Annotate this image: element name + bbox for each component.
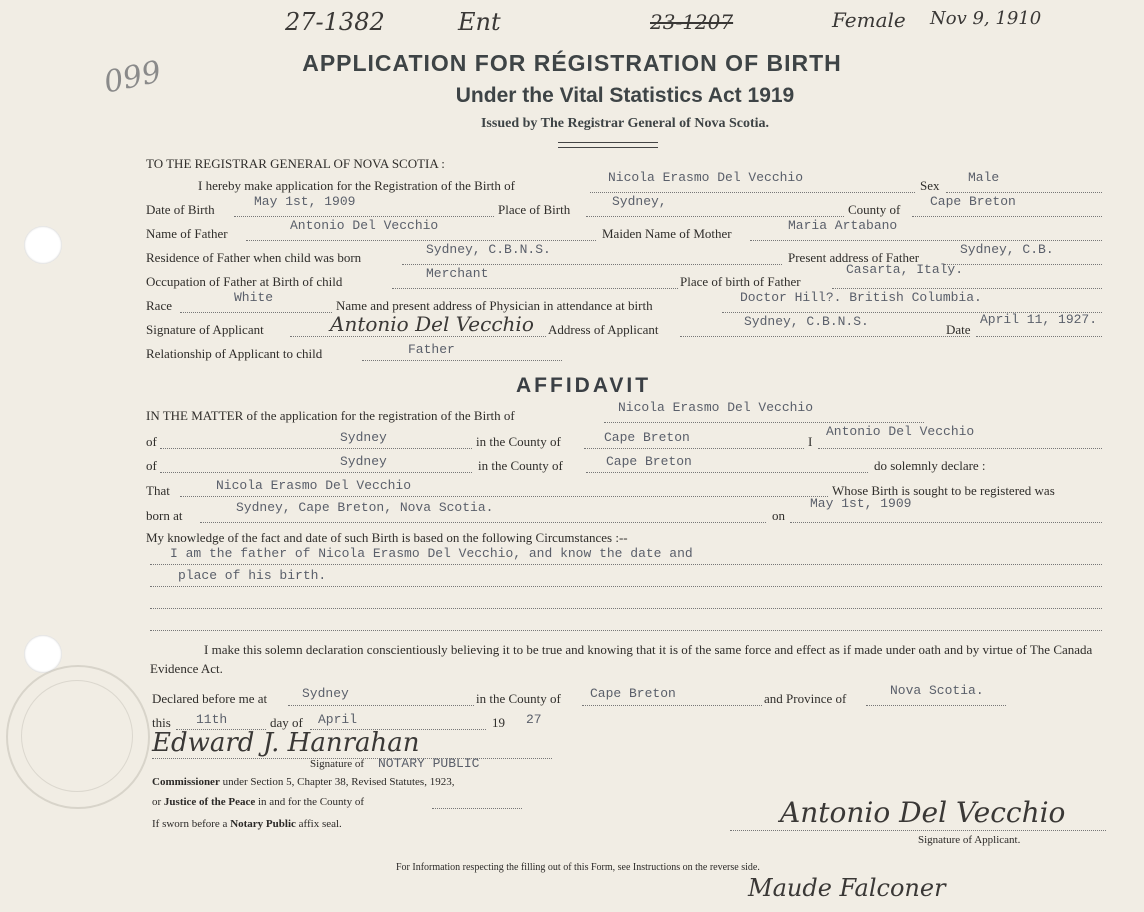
father-field: Antonio Del Vecchio bbox=[290, 218, 439, 233]
residence-label: Residence of Father when child was born bbox=[146, 250, 362, 265]
born-at-label: born at bbox=[146, 508, 183, 523]
annotation-date: Nov 9, 1910 bbox=[930, 8, 1042, 29]
declared-label: Declared before me at bbox=[152, 691, 268, 706]
date-label: Date bbox=[946, 322, 971, 337]
declared-county-label: in the County of bbox=[476, 691, 561, 706]
sex-field: Male bbox=[968, 170, 1000, 185]
physician-label: Name and present address of Physician in attendance at birth bbox=[336, 298, 653, 313]
applicant-address-field: Sydney, C.B.N.S. bbox=[744, 314, 869, 329]
commissioner-label: Commissioner bbox=[152, 776, 220, 788]
punch-hole-top bbox=[24, 226, 62, 264]
mother-label: Maiden Name of Mother bbox=[602, 226, 732, 241]
circumstance-line-1: I am the father of Nicola Erasmo Del Vecchio, and know the date and bbox=[170, 546, 693, 561]
that-label: That bbox=[146, 483, 170, 498]
pob-label: Place of Birth bbox=[498, 202, 571, 217]
month-field: April bbox=[318, 712, 358, 727]
signature-of-label: Signature of bbox=[310, 758, 365, 770]
form-title: APPLICATION FOR RÉGISTRATION OF BIRTH bbox=[302, 50, 842, 76]
pob-field: Sydney, bbox=[612, 194, 667, 209]
day-of-label: day of bbox=[270, 715, 303, 730]
jp-text: in and for the County of bbox=[258, 796, 365, 808]
issued-by: Issued by The Registrar General of Nova Scotia. bbox=[480, 116, 770, 131]
declaration-text: I make this solemn declaration conscientiously believing it to be true and knowing that it is of the same force and effect as if made under oath and by virtue of The Canada Evidence Act. bbox=[150, 642, 1093, 676]
declared-at-field: Sydney bbox=[302, 686, 349, 701]
footer-note: For Information respecting the filling out of this Form, see Instructions on the reverse side. bbox=[396, 862, 760, 873]
present-address-label: Present address of Father bbox=[788, 250, 920, 265]
of-field-2: Sydney bbox=[340, 454, 387, 469]
county-field-1: Cape Breton bbox=[604, 430, 690, 445]
sworn-prefix: If sworn before a bbox=[152, 818, 228, 830]
declared-county-field: Cape Breton bbox=[590, 686, 676, 701]
on-label: on bbox=[772, 508, 785, 523]
intro-label: I hereby make application for the Registration of the Birth of bbox=[198, 178, 515, 193]
county-label: County of bbox=[848, 202, 901, 217]
form-subtitle: Under the Vital Statistics Act 1919 bbox=[455, 84, 795, 107]
father-birthplace-label: Place of birth of Father bbox=[680, 274, 801, 289]
applicant-signature-top: Antonio Del Vecchio bbox=[330, 312, 534, 336]
county-field: Cape Breton bbox=[930, 194, 1016, 209]
born-at-field: Sydney, Cape Breton, Nova Scotia. bbox=[236, 500, 494, 515]
mother-field: Maria Artabano bbox=[788, 218, 898, 233]
signature-of-applicant-label: Signature of Applicant. bbox=[918, 834, 1021, 846]
occupation-field: Merchant bbox=[426, 266, 489, 281]
race-label: Race bbox=[146, 298, 172, 313]
residence-field: Sydney, C.B.N.S. bbox=[426, 242, 551, 257]
relationship-label: Relationship of Applicant to child bbox=[146, 346, 323, 361]
child-name-field: Nicola Erasmo Del Vecchio bbox=[608, 170, 804, 185]
sworn-line bbox=[152, 818, 342, 830]
to-registrar-label: TO THE REGISTRAR GENERAL OF NOVA SCOTIA : bbox=[146, 156, 445, 171]
annotation-number: 099 bbox=[100, 54, 165, 101]
footer-signature: Maude Falconer bbox=[748, 874, 946, 902]
year-field: 27 bbox=[526, 712, 542, 727]
relationship-field: Father bbox=[408, 342, 455, 357]
day-field: 11th bbox=[196, 712, 228, 727]
solemnly-label: do solemnly declare : bbox=[874, 458, 986, 473]
county-label-2: in the County of bbox=[478, 458, 563, 473]
annotation-female: Female bbox=[832, 8, 906, 32]
commissioner-line bbox=[152, 776, 454, 788]
sworn-bold: Notary Public bbox=[230, 818, 296, 830]
whose-birth-label: Whose Birth is sought to be registered was bbox=[832, 483, 1055, 498]
this-label: this bbox=[152, 715, 171, 730]
jp-line bbox=[152, 796, 364, 808]
matter-name-field: Nicola Erasmo Del Vecchio bbox=[618, 400, 814, 415]
of-label-1: of bbox=[146, 434, 157, 449]
header-ornament bbox=[558, 142, 658, 148]
of-field-1: Sydney bbox=[340, 430, 387, 445]
race-field: White bbox=[234, 290, 274, 305]
of-label-2: of bbox=[146, 458, 157, 473]
jp-label: Justice of the Peace bbox=[163, 796, 256, 808]
declarant-field: Antonio Del Vecchio bbox=[826, 424, 975, 439]
county-field-2: Cape Breton bbox=[606, 454, 692, 469]
knowledge-label: My knowledge of the fact and date of such Birth is based on the following Circumstances :-- bbox=[146, 530, 628, 545]
province-field: Nova Scotia. bbox=[890, 683, 984, 698]
father-label: Name of Father bbox=[146, 226, 228, 241]
county-label-1: in the County of bbox=[476, 434, 561, 449]
applicant-signature-bottom: Antonio Del Vecchio bbox=[780, 796, 1066, 829]
date-field: April 11, 1927. bbox=[980, 312, 1098, 327]
matter-label: IN THE MATTER of the application for the registration of the Birth of bbox=[146, 408, 515, 423]
commissioner-signature: Edward J. Hanrahan bbox=[152, 728, 420, 758]
notary-seal-inner bbox=[21, 680, 133, 792]
physician-field: Doctor Hill?. British Columbia. bbox=[740, 290, 982, 305]
annotation-struck-number: 23-1207 bbox=[650, 10, 734, 34]
sworn-suffix: affix seal. bbox=[298, 818, 342, 830]
notary-public-stamp: NOTARY PUBLIC bbox=[378, 756, 480, 771]
circumstance-line-2: place of his birth. bbox=[178, 568, 327, 583]
sex-label: Sex bbox=[920, 178, 940, 193]
dob-field: May 1st, 1909 bbox=[254, 194, 356, 209]
born-on-field: May 1st, 1909 bbox=[810, 496, 912, 511]
commissioner-text: under Section 5, Chapter 38, Revised Statutes, 1923, bbox=[222, 776, 455, 788]
i-label: I bbox=[808, 434, 813, 449]
affidavit-heading: AFFIDAVIT bbox=[516, 374, 652, 397]
year-prefix: 19 bbox=[492, 715, 505, 730]
applicant-address-label: Address of Applicant bbox=[548, 322, 659, 337]
dob-label: Date of Birth bbox=[146, 202, 215, 217]
annotation-ent: Ent bbox=[458, 8, 501, 36]
signature-label: Signature of Applicant bbox=[146, 322, 264, 337]
jp-or: or bbox=[152, 796, 162, 808]
present-address-field: Sydney, C.B. bbox=[960, 242, 1054, 257]
occupation-label: Occupation of Father at Birth of child bbox=[146, 274, 343, 289]
father-birthplace-field: Casarta, Italy. bbox=[846, 262, 964, 277]
province-label: and Province of bbox=[764, 691, 847, 706]
annotation-file-number: 27-1382 bbox=[285, 8, 385, 36]
that-name-field: Nicola Erasmo Del Vecchio bbox=[216, 478, 412, 493]
